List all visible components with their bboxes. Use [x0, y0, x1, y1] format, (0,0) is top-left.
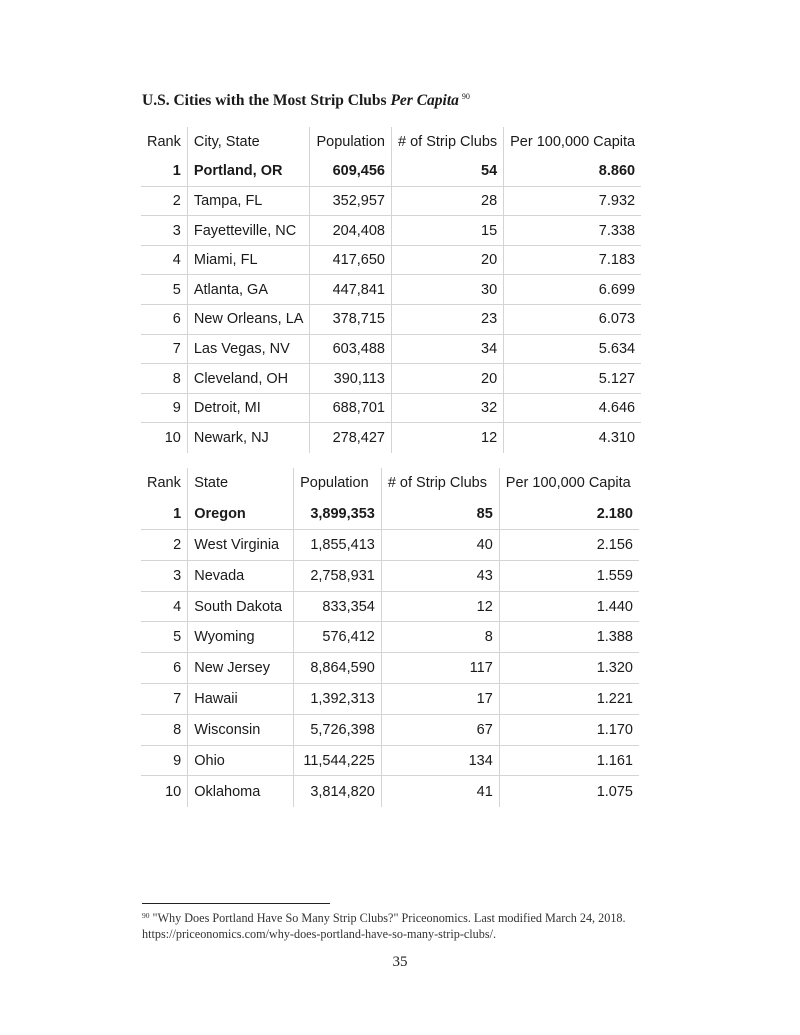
header-state: State	[188, 468, 294, 499]
cell-rank: 10	[165, 783, 182, 800]
table-title	[142, 92, 470, 110]
header-city-state: City, State	[187, 127, 310, 157]
table-row	[141, 684, 639, 715]
cell-population: 204,408	[310, 216, 392, 246]
table-row	[141, 653, 639, 684]
table-header-row	[141, 127, 641, 157]
cell-rank: 3	[173, 567, 182, 584]
cell-name: Detroit, MI	[187, 393, 310, 423]
cell-name: New Orleans, LA	[187, 305, 310, 335]
cell-strip-clubs: 40	[381, 530, 499, 561]
cell-strip-clubs: 20	[392, 245, 504, 275]
cell-rank: 4	[173, 598, 182, 615]
cell-rank: 8	[172, 370, 181, 387]
states-table	[141, 468, 639, 807]
table-row	[141, 423, 641, 453]
cell-name: Fayetteville, NC	[187, 216, 310, 246]
table-row	[141, 186, 641, 216]
cell-population: 8,864,590	[294, 653, 382, 684]
cell-strip-clubs: 41	[381, 776, 499, 807]
cell-population: 417,650	[310, 245, 392, 275]
table-header-row	[141, 468, 639, 499]
cell-name: Newark, NJ	[187, 423, 310, 453]
cell-rank: 4	[172, 252, 181, 269]
cell-name: Cleveland, OH	[187, 364, 310, 394]
header-rank: Rank	[147, 475, 181, 492]
footnote-ref[interactable]: 90	[461, 92, 470, 101]
cell-rank: 6	[173, 660, 182, 677]
cell-strip-clubs: 28	[392, 186, 504, 216]
cell-strip-clubs: 54	[392, 157, 504, 187]
cell-rank: 9	[172, 400, 181, 417]
cell-name: Hawaii	[188, 684, 294, 715]
cell-per-capita: 4.646	[504, 393, 641, 423]
cell-strip-clubs: 12	[392, 423, 504, 453]
header-population: Population	[294, 468, 382, 499]
cell-per-capita: 7.183	[504, 245, 641, 275]
cell-rank: 1	[172, 163, 181, 180]
cell-population: 1,392,313	[294, 684, 382, 715]
cell-name: Nevada	[188, 560, 294, 591]
cell-per-capita: 5.127	[504, 364, 641, 394]
cell-name: South Dakota	[188, 591, 294, 622]
cell-name: Atlanta, GA	[187, 275, 310, 305]
cell-strip-clubs: 20	[392, 364, 504, 394]
cell-per-capita: 5.634	[504, 334, 641, 364]
cell-rank: 1	[173, 505, 182, 522]
cell-population: 390,113	[310, 364, 392, 394]
cell-strip-clubs: 12	[381, 591, 499, 622]
cell-per-capita: 6.073	[504, 305, 641, 335]
footnote-number: 90	[142, 911, 150, 920]
cell-population: 688,701	[310, 393, 392, 423]
footnote	[142, 908, 682, 942]
table-row	[141, 245, 641, 275]
title-text: U.S. Cities with the Most Strip Clubs	[142, 92, 391, 109]
cell-population: 3,899,353	[294, 499, 382, 530]
cell-rank: 2	[172, 192, 181, 209]
cell-rank: 6	[172, 311, 181, 328]
cell-population: 5,726,398	[294, 714, 382, 745]
cell-name: Wisconsin	[188, 714, 294, 745]
cell-per-capita: 2.180	[499, 499, 639, 530]
cell-population: 11,544,225	[294, 745, 382, 776]
cell-population: 278,427	[310, 423, 392, 453]
cell-strip-clubs: 134	[381, 745, 499, 776]
table-row	[141, 305, 641, 335]
cell-name: Las Vegas, NV	[187, 334, 310, 364]
cell-per-capita: 1.440	[499, 591, 639, 622]
cell-strip-clubs: 8	[381, 622, 499, 653]
cell-name: Wyoming	[188, 622, 294, 653]
cell-rank: 8	[173, 721, 182, 738]
cell-strip-clubs: 30	[392, 275, 504, 305]
cell-per-capita: 6.699	[504, 275, 641, 305]
table-row	[141, 364, 641, 394]
cell-strip-clubs: 117	[381, 653, 499, 684]
cell-strip-clubs: 15	[392, 216, 504, 246]
cities-table-body	[141, 157, 641, 453]
cell-per-capita: 1.388	[499, 622, 639, 653]
cell-population: 609,456	[310, 157, 392, 187]
table-row	[141, 530, 639, 561]
cell-population: 1,855,413	[294, 530, 382, 561]
table-row	[141, 334, 641, 364]
cell-population: 378,715	[310, 305, 392, 335]
cell-rank: 5	[172, 281, 181, 298]
cell-per-capita: 1.320	[499, 653, 639, 684]
cell-population: 603,488	[310, 334, 392, 364]
cell-name: Ohio	[188, 745, 294, 776]
cell-population: 576,412	[294, 622, 382, 653]
cell-strip-clubs: 67	[381, 714, 499, 745]
table-row	[141, 745, 639, 776]
cell-rank: 5	[173, 629, 182, 646]
cell-population: 352,957	[310, 186, 392, 216]
header-rank: Rank	[147, 133, 181, 150]
footnote-divider	[142, 903, 330, 904]
cell-per-capita: 7.338	[504, 216, 641, 246]
title-italic: Per Capita	[390, 92, 459, 109]
table-row	[141, 776, 639, 807]
cell-rank: 2	[173, 536, 182, 553]
cell-name: New Jersey	[188, 653, 294, 684]
cell-strip-clubs: 85	[381, 499, 499, 530]
table-row	[141, 591, 639, 622]
cell-population: 2,758,931	[294, 560, 382, 591]
cell-per-capita: 1.075	[499, 776, 639, 807]
cell-rank: 7	[173, 690, 182, 707]
footnote-text: "Why Does Portland Have So Many Strip Clubs?" Priceonomics. Last modified March 24, 2018. https://priceonomics.com/why-does-portland-have-so-many-strip-clubs/.	[142, 911, 626, 941]
cell-name: Tampa, FL	[187, 186, 310, 216]
cell-per-capita: 2.156	[499, 530, 639, 561]
cell-name: Oregon	[188, 499, 294, 530]
table-row	[141, 275, 641, 305]
table-row	[141, 560, 639, 591]
cell-rank: 3	[172, 222, 181, 239]
cell-per-capita: 1.161	[499, 745, 639, 776]
header-per-capita: Per 100,000 Capita	[504, 127, 641, 157]
cell-per-capita: 1.221	[499, 684, 639, 715]
cell-per-capita: 8.860	[504, 157, 641, 187]
cell-per-capita: 7.932	[504, 186, 641, 216]
cell-rank: 10	[164, 429, 181, 446]
cell-name: Oklahoma	[188, 776, 294, 807]
cell-strip-clubs: 32	[392, 393, 504, 423]
cell-rank: 7	[172, 340, 181, 357]
header-per-capita: Per 100,000 Capita	[499, 468, 639, 499]
table-row	[141, 622, 639, 653]
cell-name: Miami, FL	[187, 245, 310, 275]
cell-per-capita: 4.310	[504, 423, 641, 453]
table-row	[141, 499, 639, 530]
cities-table	[141, 127, 641, 453]
cell-strip-clubs: 17	[381, 684, 499, 715]
page-number: 35	[392, 954, 408, 970]
cell-per-capita: 1.170	[499, 714, 639, 745]
table-row	[141, 157, 641, 187]
cell-strip-clubs: 23	[392, 305, 504, 335]
cell-name: West Virginia	[188, 530, 294, 561]
table-row	[141, 216, 641, 246]
header-strip-clubs: # of Strip Clubs	[381, 468, 499, 499]
cell-population: 447,841	[310, 275, 392, 305]
table-row	[141, 714, 639, 745]
cell-population: 3,814,820	[294, 776, 382, 807]
header-strip-clubs: # of Strip Clubs	[392, 127, 504, 157]
table-row	[141, 393, 641, 423]
cell-name: Portland, OR	[187, 157, 310, 187]
cell-per-capita: 1.559	[499, 560, 639, 591]
states-table-body	[141, 499, 639, 807]
cell-rank: 9	[173, 752, 182, 769]
cell-strip-clubs: 34	[392, 334, 504, 364]
cell-strip-clubs: 43	[381, 560, 499, 591]
cell-population: 833,354	[294, 591, 382, 622]
header-population: Population	[310, 127, 392, 157]
